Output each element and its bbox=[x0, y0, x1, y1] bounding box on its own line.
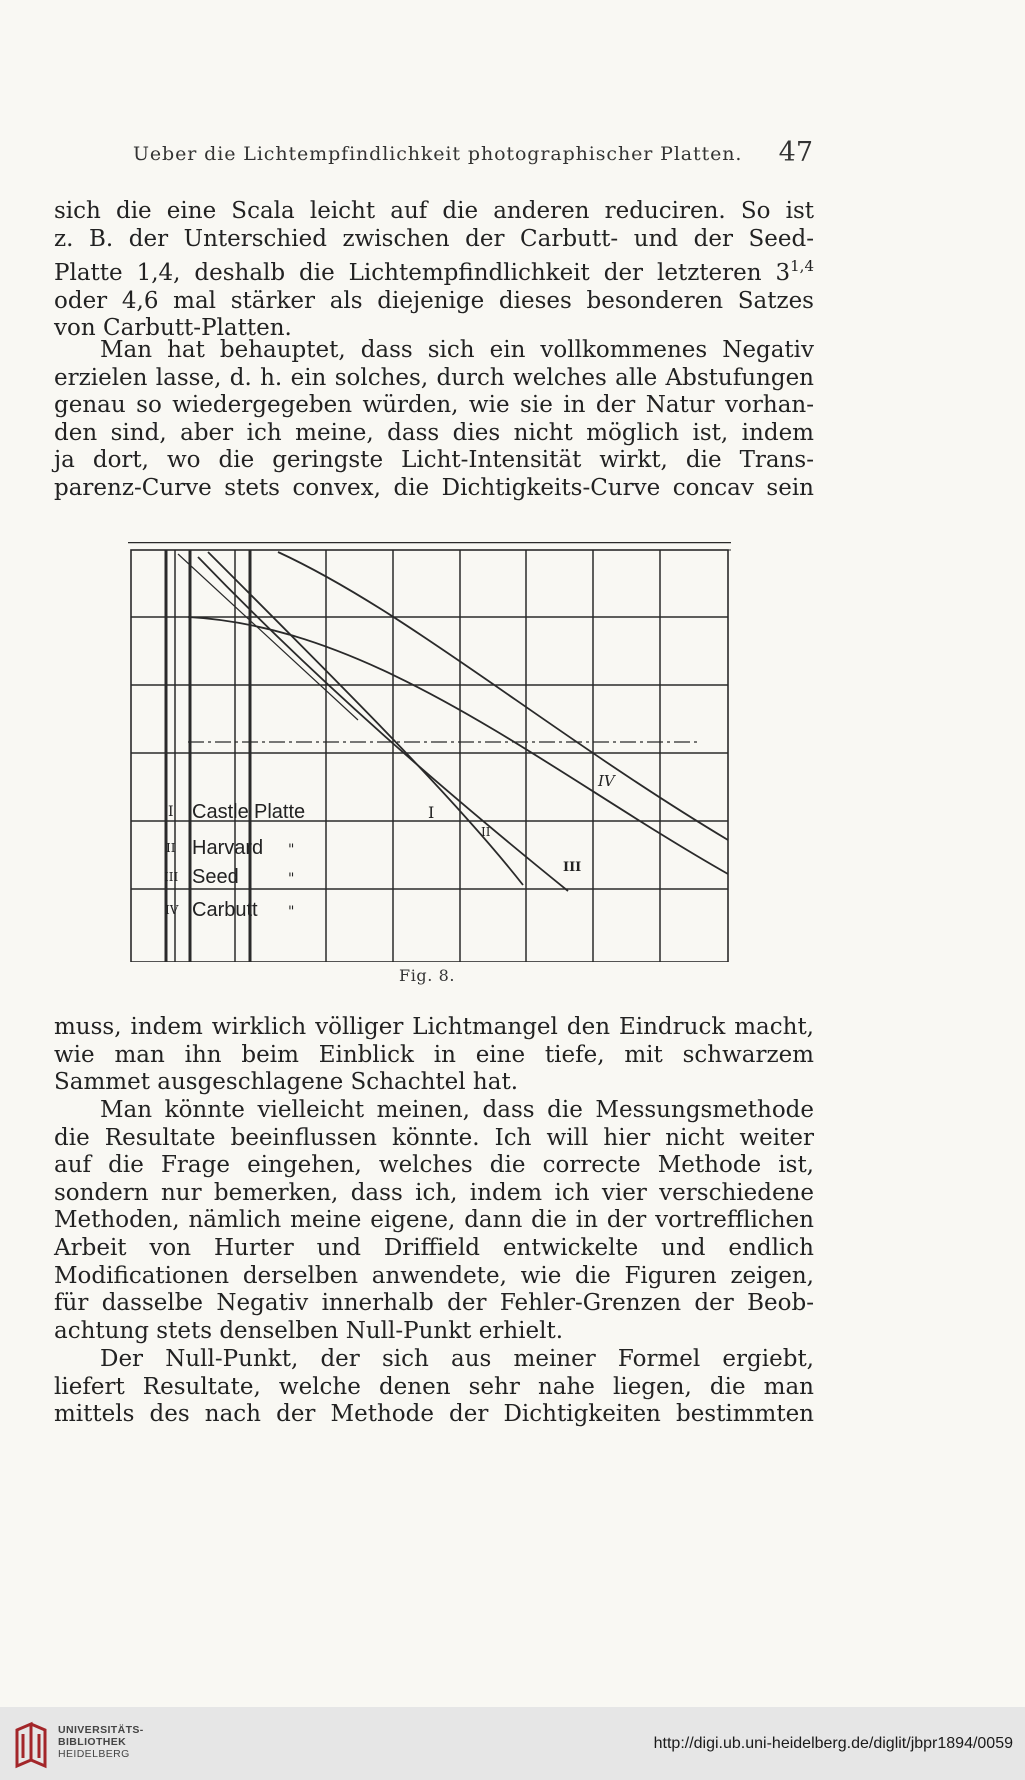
text-line: für dasselbe Negativ innerhalb der Fehler-Grenzen der Beob- bbox=[54, 1290, 814, 1317]
figure-8 bbox=[128, 542, 731, 962]
text-line: parenz-Curve stets convex, die Dichtigkeits-Curve concav sein bbox=[54, 474, 814, 501]
text-line: von Carbutt-Platten. bbox=[54, 315, 292, 342]
text-line: Man hat behauptet, dass sich ein vollkommenes Negativ bbox=[100, 337, 814, 363]
text-line: oder 4,6 mal stärker als diejenige dieses besonderen Satzes bbox=[54, 287, 814, 314]
exponent: 1,4 bbox=[790, 257, 814, 276]
legend-numeral: I bbox=[168, 804, 174, 820]
text-line: den sind, aber ich meine, dass dies nicht möglich ist, indem bbox=[54, 419, 814, 446]
page-number: 47 bbox=[778, 137, 813, 168]
text-line: Der Null-Punkt, der sich aus meiner Formel ergiebt, bbox=[100, 1346, 814, 1372]
legend-numeral: IV bbox=[165, 903, 179, 917]
paragraph-3 bbox=[54, 1014, 814, 1097]
text-line: Methoden, nämlich meine eigene, dann die in der vortrefflichen bbox=[54, 1207, 814, 1234]
library-name-line: UNIVERSITÄTS- bbox=[58, 1724, 144, 1736]
text-line: ja dort, wo die geringste Licht-Intensität wirkt, die Trans- bbox=[54, 447, 814, 474]
curve-III bbox=[188, 617, 728, 874]
text-line: mittels des nach der Methode der Dichtigkeiten bestimmten bbox=[54, 1401, 814, 1428]
legend-suffix: " bbox=[288, 904, 295, 920]
legend-suffix: " bbox=[288, 842, 295, 858]
curve-label: I bbox=[428, 803, 435, 822]
legend-numeral: II bbox=[166, 841, 176, 855]
curve-label: II bbox=[481, 825, 491, 839]
text-line: Man könnte vielleicht meinen, dass die Messungsmethode bbox=[100, 1097, 814, 1123]
text-line: sich die eine Scala leicht auf die anderen reduciren. So ist bbox=[54, 198, 814, 224]
figure-caption: Fig. 8. bbox=[399, 966, 456, 985]
text-line: Arbeit von Hurter und Driffield entwickelte und endlich bbox=[54, 1234, 814, 1261]
text-line: liefert Resultate, welche denen sehr nahe liegen, die man bbox=[54, 1373, 814, 1400]
source-url[interactable]: http://digi.ub.uni-heidelberg.de/diglit/jbpr1894/0059 bbox=[653, 1735, 1013, 1752]
library-name-line: HEIDELBERG bbox=[58, 1748, 130, 1760]
text-line: erzielen lasse, d. h. ein solches, durch welches alle Abstufungen bbox=[54, 364, 814, 391]
text-line: auf die Frage eingehen, welches die correcte Methode ist, bbox=[54, 1152, 814, 1179]
footer-bar bbox=[0, 1707, 1025, 1780]
text-line: Modificationen derselben anwendete, wie die Figuren zeigen, bbox=[54, 1262, 814, 1289]
text-line: achtung stets denselben Null-Punkt erhielt. bbox=[54, 1317, 564, 1344]
legend-plate: Carbutt bbox=[192, 899, 258, 921]
legend-plate: Harvard bbox=[192, 837, 264, 859]
text-line: muss, indem wirklich völliger Lichtmangel den Eindruck macht, bbox=[54, 1014, 814, 1040]
legend-numeral: III bbox=[164, 870, 179, 884]
legend-suffix: " bbox=[288, 871, 295, 887]
library-logo-icon bbox=[13, 1720, 49, 1770]
figure-diagram bbox=[128, 542, 731, 962]
text-line: genau so wiedergegeben würden, wie sie in der Natur vorhan- bbox=[54, 392, 814, 419]
text-line: Sammet ausgeschlagene Schachtel hat. bbox=[54, 1069, 519, 1096]
legend-plate: Seed bbox=[192, 866, 239, 888]
paragraph-2 bbox=[54, 337, 814, 503]
text-line: wie man ihn beim Einblick in eine tiefe, mit schwarzem bbox=[54, 1041, 814, 1068]
legend-plate: Castle bbox=[192, 801, 249, 823]
paragraph-5 bbox=[54, 1346, 814, 1429]
text-line: die Resultate beeinflussen könnte. Ich will hier nicht weiter bbox=[54, 1124, 814, 1151]
legend-suffix: Platte bbox=[254, 801, 306, 823]
running-title: Ueber die Lichtempfindlichkeit photographischer Platten. bbox=[133, 143, 743, 165]
text-line-part: Platte 1,4, deshalb die Lichtempfindlichkeit der letzteren 3 bbox=[54, 260, 791, 287]
curve-label: IV bbox=[598, 772, 615, 790]
paragraph-1 bbox=[54, 198, 814, 343]
text-line bbox=[54, 253, 814, 288]
paragraph-4 bbox=[54, 1097, 814, 1345]
library-name bbox=[58, 1724, 144, 1760]
page-header bbox=[133, 137, 813, 169]
curve-label: III bbox=[563, 860, 582, 875]
text-line: sondern nur bemerken, dass ich, indem ich vier verschiedene bbox=[54, 1179, 814, 1206]
text-line: z. B. der Unterschied zwischen der Carbutt- und der Seed- bbox=[54, 225, 814, 252]
library-name-line: BIBLIOTHEK bbox=[58, 1736, 127, 1748]
